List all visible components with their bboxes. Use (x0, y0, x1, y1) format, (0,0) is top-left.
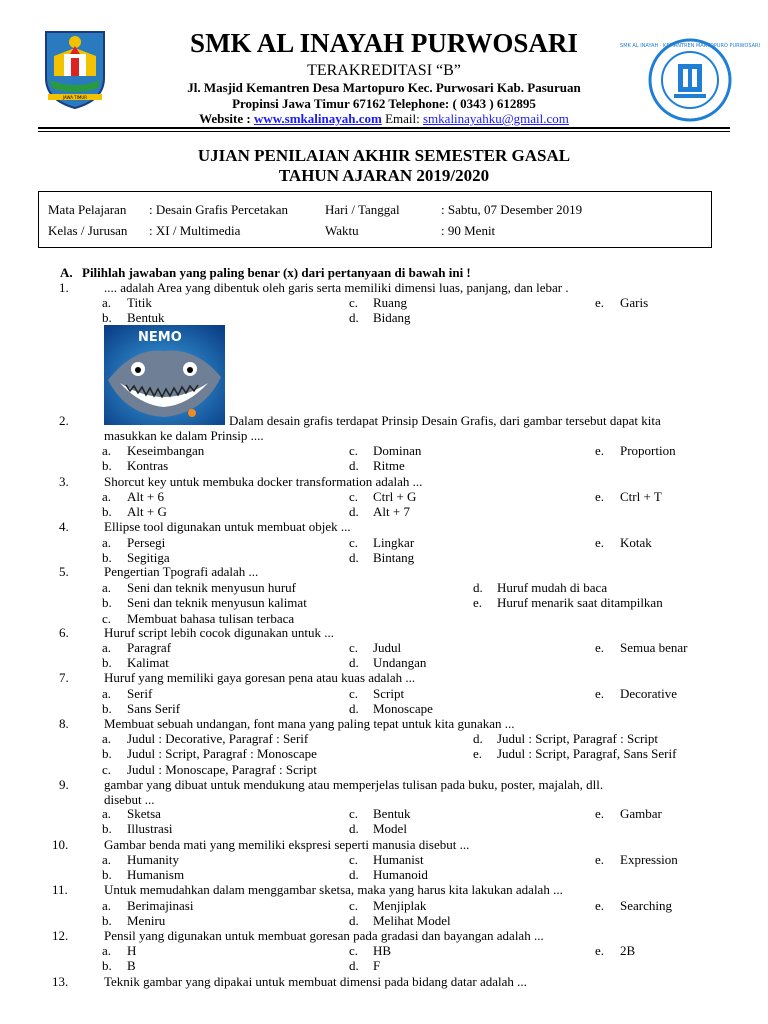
option-text: Keseimbangan (127, 443, 205, 458)
option-letter: b. (102, 867, 112, 882)
option-letter: e. (473, 595, 483, 610)
option-letter: c. (349, 852, 359, 867)
option-text: Judul (373, 640, 402, 655)
option-letter: c. (102, 762, 112, 777)
question-number: 1. (59, 280, 69, 295)
option-text: Dominan (373, 443, 422, 458)
svg-text:NEMO: NEMO (138, 330, 182, 345)
question-text: Gambar benda mati yang memiliki ekspresi seperti manusia disebut ... (104, 837, 470, 852)
option-letter: d. (349, 655, 359, 670)
option-letter: b. (102, 655, 112, 670)
option-letter: b. (102, 595, 112, 610)
option-text: Persegi (127, 535, 166, 550)
option-text: Ctrl + G (373, 489, 417, 504)
option-text: Undangan (373, 655, 427, 670)
option-text: Kontras (127, 458, 169, 473)
option-letter: d. (349, 310, 359, 325)
option-letter: b. (102, 504, 112, 519)
svg-text:JAWA TIMUR: JAWA TIMUR (62, 95, 88, 100)
option-letter: a. (102, 943, 112, 958)
question-number: 3. (59, 474, 69, 489)
option-text: Ritme (373, 458, 405, 473)
question-number: 6. (59, 625, 69, 640)
option-letter: c. (349, 640, 359, 655)
option-letter: a. (102, 295, 112, 310)
option-letter: a. (102, 640, 112, 655)
question-text: Untuk memudahkan dalam menggambar sketsa, maka yang harus kita lakukan adalah ... (104, 882, 563, 897)
question-text: Shorcut key untuk membuka docker transformation adalah ... (104, 474, 423, 489)
option-text: Model (373, 821, 407, 836)
option-text: Bentuk (127, 310, 165, 325)
exam-year: TAHUN AJARAN 2019/2020 (278, 166, 490, 185)
option-letter: e. (595, 640, 605, 655)
option-letter: c. (349, 943, 359, 958)
question-text: Pengertian Tpografi adalah ... (104, 564, 259, 579)
question-text: Huruf yang memiliki gaya goresan pena atau kuas adalah ... (104, 670, 416, 685)
question-text: Dalam desain grafis terdapat Prinsip Desain Grafis, dari gambar tersebut dapat kita (229, 413, 661, 428)
option-letter: a. (102, 489, 112, 504)
option-text: Serif (127, 686, 153, 701)
option-text: Garis (620, 295, 649, 310)
option-letter: a. (102, 443, 112, 458)
question-number: 12. (52, 928, 69, 943)
option-text: Proportion (620, 443, 676, 458)
email-link[interactable]: smkalinayahku@gmail.com (423, 111, 569, 126)
option-letter: c. (349, 535, 359, 550)
option-text: Expression (620, 852, 678, 867)
option-letter: e. (595, 852, 605, 867)
time-value: : 90 Menit (441, 223, 496, 238)
option-letter: a. (102, 852, 112, 867)
option-letter: d. (473, 580, 483, 595)
option-text: Huruf mudah di baca (497, 580, 608, 595)
class-label: Kelas / Jurusan (48, 223, 128, 238)
option-text: Titik (127, 295, 152, 310)
address-line-1: Jl. Masjid Kemantren Desa Martopuro Kec. Purwosari Kab. Pasuruan (187, 80, 581, 95)
website-label: Website : (199, 111, 251, 126)
option-text: Meniru (127, 913, 166, 928)
option-text: Ruang (373, 295, 407, 310)
option-letter: b. (102, 913, 112, 928)
option-letter: b. (102, 821, 112, 836)
section-letter: A. (60, 265, 73, 280)
option-text: F (373, 958, 381, 973)
question-text: Membuat sebuah undangan, font mana yang paling tepat untuk kita gunakan ... (104, 716, 515, 731)
option-letter: a. (102, 806, 112, 821)
option-letter: e. (595, 535, 605, 550)
option-text: Melihat Model (373, 913, 451, 928)
option-text: Monoscape (373, 701, 433, 716)
option-text: Ctrl + T (620, 489, 662, 504)
option-letter: b. (102, 958, 112, 973)
question-text: .... adalah Area yang dibentuk oleh garis serta memiliki dimensi luas, panjang, dan lebar . (104, 280, 569, 295)
option-text: HB (373, 943, 392, 958)
option-text: Semua benar (620, 640, 688, 655)
svg-text:SMK AL INAYAH · KEMANTREN MART: SMK AL INAYAH · KEMANTREN MARTOPURO PURWOSARI (620, 43, 760, 49)
question-text: gambar yang dibuat untuk mendukung atau memperjelas tulisan pada buku, poster, majalah, dll. (104, 777, 604, 792)
section-instruction: Pilihlah jawaban yang paling benar (x) dari pertanyaan di bawah ini ! (82, 265, 471, 280)
option-text: H (127, 943, 137, 958)
option-letter: e. (473, 746, 483, 761)
question-number: 2. (59, 413, 69, 428)
option-letter: c. (349, 898, 359, 913)
question-number: 13. (52, 974, 69, 989)
option-text: Decorative (620, 686, 678, 701)
question-text: Teknik gambar yang dipakai untuk membuat dimensi pada bidang datar adalah ... (104, 974, 527, 989)
option-letter: e. (595, 686, 605, 701)
option-letter: b. (102, 550, 112, 565)
option-letter: a. (102, 898, 112, 913)
option-letter: b. (102, 310, 112, 325)
option-text: Sketsa (127, 806, 161, 821)
option-text: Menjiplak (373, 898, 427, 913)
option-letter: b. (102, 458, 112, 473)
option-letter: e. (595, 295, 605, 310)
option-text: Kotak (620, 535, 652, 550)
option-text: 2B (620, 943, 636, 958)
question-number: 10. (52, 837, 69, 852)
option-text: B (127, 958, 136, 973)
day-value: : Sabtu, 07 Desember 2019 (441, 202, 583, 217)
option-letter: d. (349, 821, 359, 836)
option-text: Humanoid (373, 867, 428, 882)
option-text: Judul : Script, Paragraf : Script (497, 731, 659, 746)
option-letter: d. (349, 701, 359, 716)
email-label: Email: (385, 111, 420, 126)
option-letter: a. (102, 731, 112, 746)
option-text: Berimajinasi (127, 898, 194, 913)
option-letter: c. (349, 489, 359, 504)
option-text: Bidang (373, 310, 411, 325)
option-text: Bentuk (373, 806, 411, 821)
subject-value: : Desain Grafis Percetakan (149, 202, 288, 217)
question-text: Pensil yang digunakan untuk membuat goresan pada gradasi dan bayangan adalah ... (104, 928, 544, 943)
question-number: 8. (59, 716, 69, 731)
option-text: Sans Serif (127, 701, 181, 716)
nemo-poster-image (104, 325, 225, 425)
question-text: masukkan ke dalam Prinsip .... (104, 428, 264, 443)
header-rule-thin (38, 131, 730, 132)
option-text: Humanist (373, 852, 424, 867)
option-letter: d. (349, 867, 359, 882)
option-text: Judul : Script, Paragraf, Sans Serif (497, 746, 677, 761)
option-letter: a. (102, 535, 112, 550)
question-number: 5. (59, 564, 69, 579)
option-letter: c. (349, 806, 359, 821)
accreditation: TERAKREDITASI “B” (307, 62, 461, 79)
day-label: Hari / Tanggal (325, 202, 400, 217)
option-text: Lingkar (373, 535, 415, 550)
option-letter: e. (595, 443, 605, 458)
option-text: Alt + 6 (127, 489, 164, 504)
option-text: Alt + G (127, 504, 167, 519)
question-number: 4. (59, 519, 69, 534)
option-text: Bintang (373, 550, 415, 565)
option-letter: c. (349, 295, 359, 310)
option-letter: e. (595, 943, 605, 958)
option-text: Gambar (620, 806, 662, 821)
website-link[interactable]: www.smkalinayah.com (253, 111, 382, 126)
contact-line (0, 111, 768, 127)
header-rule-thick (38, 127, 730, 129)
option-letter: d. (349, 550, 359, 565)
exam-info-box (38, 191, 712, 248)
exam-title: UJIAN PENILAIAN AKHIR SEMESTER GASAL (197, 146, 571, 165)
option-text: Judul : Decorative, Paragraf : Serif (127, 731, 309, 746)
option-letter: d. (349, 458, 359, 473)
option-letter: e. (595, 489, 605, 504)
option-text: Membuat bahasa tulisan terbaca (127, 611, 295, 626)
option-text: Kalimat (127, 655, 169, 670)
school-name: SMK AL INAYAH PURWOSARI (190, 28, 578, 58)
option-letter: a. (102, 580, 112, 595)
question-number: 7. (59, 670, 69, 685)
option-text: Segitiga (127, 550, 170, 565)
option-letter: d. (349, 958, 359, 973)
option-text: Script (373, 686, 405, 701)
option-letter: d. (349, 504, 359, 519)
question-text: Huruf script lebih cocok digunakan untuk ... (104, 625, 334, 640)
option-letter: b. (102, 701, 112, 716)
option-text: Illustrasi (127, 821, 173, 836)
option-letter: c. (349, 686, 359, 701)
time-label: Waktu (325, 223, 359, 238)
option-text: Paragraf (127, 640, 172, 655)
option-text: Judul : Script, Paragraf : Monoscape (127, 746, 317, 761)
question-number: 11. (52, 882, 68, 897)
address-line-2: Propinsi Jawa Timur 67162 Telephone: ( 0343 ) 612895 (232, 96, 536, 111)
option-letter: e. (595, 806, 605, 821)
question-text: Ellipse tool digunakan untuk membuat objek ... (104, 519, 351, 534)
option-letter: c. (349, 443, 359, 458)
option-text: Alt + 7 (373, 504, 410, 519)
option-text: Seni dan teknik menyusun kalimat (127, 595, 307, 610)
option-letter: d. (473, 731, 483, 746)
option-letter: a. (102, 686, 112, 701)
question-text: disebut ... (104, 792, 155, 807)
option-text: Judul : Monoscape, Paragraf : Script (127, 762, 317, 777)
class-value: : XI / Multimedia (149, 223, 241, 238)
option-letter: c. (102, 611, 112, 626)
option-text: Humanism (127, 867, 185, 882)
option-text: Searching (620, 898, 672, 913)
option-text: Huruf menarik saat ditampilkan (497, 595, 663, 610)
option-letter: b. (102, 746, 112, 761)
option-text: Seni dan teknik menyusun huruf (127, 580, 296, 595)
question-number: 9. (59, 777, 69, 792)
subject-label: Mata Pelajaran (48, 202, 127, 217)
option-letter: e. (595, 898, 605, 913)
option-letter: d. (349, 913, 359, 928)
option-text: Humanity (127, 852, 179, 867)
